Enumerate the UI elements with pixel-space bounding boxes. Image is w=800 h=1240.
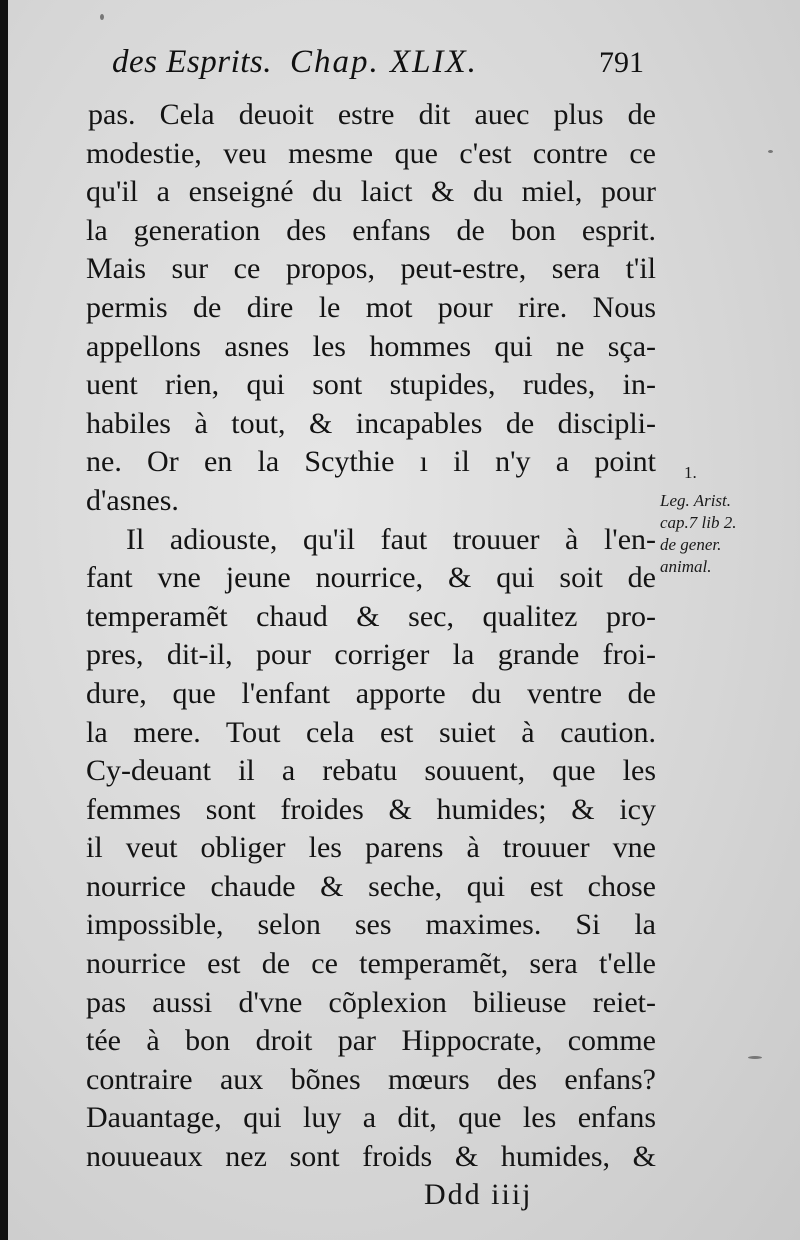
signature-mark: Ddd iiij — [424, 1178, 533, 1211]
margin-note-line: animal. — [660, 557, 712, 576]
text-line: la generation des enfans de bon esprit. — [86, 213, 656, 247]
text-line: Dauantage, qui luy a dit, que les enfans — [86, 1101, 656, 1135]
text-line: nourrice est de ce temperamẽt, sera t'elle — [86, 947, 656, 981]
text-line: fant vne jeune nourrice, & qui soit de — [86, 561, 656, 595]
text-line: d'asnes. — [86, 483, 179, 517]
text-line: ne. Or en la Scythie ı il n'y a point — [86, 445, 656, 479]
text-line: appellons asnes les hommes qui ne sça- — [86, 329, 656, 363]
paper-speck — [768, 150, 773, 153]
text-line: impossible, selon ses maximes. Si la — [86, 908, 656, 942]
paper-speck — [748, 1056, 762, 1059]
text-line: pres, dit-il, pour corriger la grande froi- — [86, 638, 656, 672]
text-line: femmes sont froides & humides; & icy — [86, 792, 656, 826]
body-text — [86, 96, 656, 1177]
text-line: modestie, veu mesme que c'est contre ce — [86, 136, 656, 170]
chapter-heading: Chap. XLIX. — [290, 44, 478, 80]
text-line: il veut obliger les parens à trouuer vne — [86, 831, 656, 865]
text-line: tée à bon droit par Hippocrate, comme — [86, 1024, 656, 1058]
text-line: dure, que l'enfant apporte du ventre de — [86, 676, 656, 710]
page-header — [112, 44, 652, 94]
margin-note-number: 1. — [684, 463, 697, 482]
text-line: nouueaux nez sont froids & humides, & — [86, 1140, 656, 1174]
text-line: la mere. Tout cela est suiet à caution. — [86, 715, 656, 749]
text-line: qu'il a enseigné du laict & du miel, pour — [86, 175, 656, 209]
text-line: habiles à tout, & incapables de discipli- — [86, 406, 656, 440]
text-line: nourrice chaude & seche, qui est chose — [86, 869, 656, 903]
margin-note-line: Leg. Arist. — [660, 491, 732, 510]
text-line: pas. Cela deuoit estre dit auec plus de — [88, 98, 656, 131]
margin-note-line: de gener. — [660, 535, 722, 554]
margin-note — [660, 462, 780, 578]
running-title: des Esprits. — [112, 44, 273, 80]
paper-speck — [100, 14, 104, 20]
text-line: temperamẽt chaud & sec, qualitez pro- — [86, 599, 656, 633]
text-line: Cy-deuant il a rebatu souuent, que les — [86, 754, 656, 788]
page-number: 791 — [599, 46, 644, 79]
text-line: contraire aux bõnes mœurs des enfans? — [86, 1062, 656, 1096]
text-line: permis de dire le mot pour rire. Nous — [86, 290, 656, 324]
text-line: pas aussi d'vne cõplexion bilieuse reiet- — [86, 985, 656, 1019]
margin-note-line: cap.7 lib 2. — [660, 513, 737, 532]
text-line: uent rien, qui sont stupides, rudes, in- — [86, 368, 656, 402]
text-line: Il adiouste, qu'il faut trouuer à l'en- — [126, 522, 656, 556]
text-line: Mais sur ce propos, peut-estre, sera t'il — [86, 252, 656, 286]
page-binding-edge — [0, 0, 8, 1240]
